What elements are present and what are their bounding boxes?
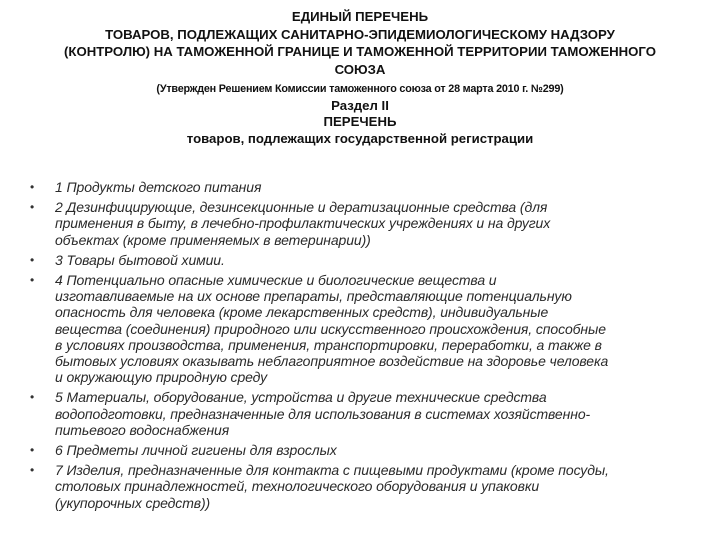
list-item-text: 4 Потенциально опасные химические и биологические вещества и xyxy=(55,272,497,289)
bullet-icon: • xyxy=(30,273,35,288)
goods-list xyxy=(0,179,720,515)
bullet-icon: • xyxy=(30,463,35,478)
list-item xyxy=(0,179,720,195)
approval-note: (Утвержден Решением Комиссии таможенного союза от 28 марта 2010 г. №299) xyxy=(156,83,564,95)
list-item-text: вещества (соединения) природного или искусственного происхождения, способные xyxy=(55,320,606,337)
title-line: СОЮЗА xyxy=(334,61,386,77)
list-subtitle: товаров, подлежащих государственной регистрации xyxy=(186,131,534,146)
list-item-text: опасность для человека (кроме лекарственных средств), индивидуальные xyxy=(55,304,549,321)
list-item-text: 2 Дезинфицирующие, дезинсекционные и дератизационные средства (для xyxy=(55,199,548,216)
title-line: ТОВАРОВ, ПОДЛЕЖАЩИХ САНИТАРНО-ЭПИДЕМИОЛОГИЧЕСКОМУ НАДЗОРУ xyxy=(105,26,615,42)
bullet-icon: • xyxy=(30,252,35,267)
list-item-text: (укупорочных средств)) xyxy=(55,494,211,511)
bullet-icon: • xyxy=(30,200,35,215)
list-item-text: изготавливаемые на их основе препараты, представляющие потенциальную xyxy=(55,288,572,305)
section-label: Раздел II xyxy=(331,98,389,113)
list-item-text: 5 Материалы, оборудование, устройства и другие технические средства xyxy=(55,389,547,406)
list-item-text: в условиях производства, применения, транспортировки, переработки, а также в xyxy=(55,336,602,353)
bullet-icon: • xyxy=(30,390,35,405)
list-item-text: 6 Предметы личной гигиены для взрослых xyxy=(55,442,337,459)
list-item xyxy=(0,442,720,458)
list-item-text: столовых принадлежностей, технологического оборудования и упаковки xyxy=(55,478,540,495)
list-item-text: 3 Товары бытовой химии. xyxy=(55,251,225,268)
title-line: ЕДИНЫЙ ПЕРЕЧЕНЬ xyxy=(291,9,429,24)
list-item-text: бытовых условиях оказывать неблагоприятное воздействие на здоровье человека xyxy=(55,353,609,370)
list-title: ПЕРЕЧЕНЬ xyxy=(323,114,397,129)
list-item-text: 7 Изделия, предназначенные для контакта с пищевыми продуктами (кроме посуды, xyxy=(55,462,609,479)
bullet-icon: • xyxy=(30,443,35,458)
list-item-text: объектах (кроме применяемых в ветеринарии)) xyxy=(55,231,371,248)
list-item xyxy=(0,389,720,438)
list-item-text: 1 Продукты детского питания xyxy=(55,179,262,195)
list-item-text: водоподготовки, предназначенные для использования в системах хозяйственно- xyxy=(55,405,591,422)
title-line: (КОНТРОЛЮ) НА ТАМОЖЕННОЙ ГРАНИЦЕ И ТАМОЖЕННОЙ ТЕРРИТОРИИ ТАМОЖЕННОГО xyxy=(64,44,656,59)
list-item-text: питьевого водоснабжения xyxy=(55,421,230,438)
document-header xyxy=(0,8,720,147)
bullet-icon: • xyxy=(30,180,35,194)
list-item-text: и окружающую природную среду xyxy=(55,369,268,386)
list-item xyxy=(0,272,720,385)
list-item xyxy=(0,252,720,268)
list-item xyxy=(0,199,720,248)
list-item-text: применения в быту, в лечебно-профилактических учреждениях и на других xyxy=(55,215,551,232)
list-item xyxy=(0,462,720,511)
